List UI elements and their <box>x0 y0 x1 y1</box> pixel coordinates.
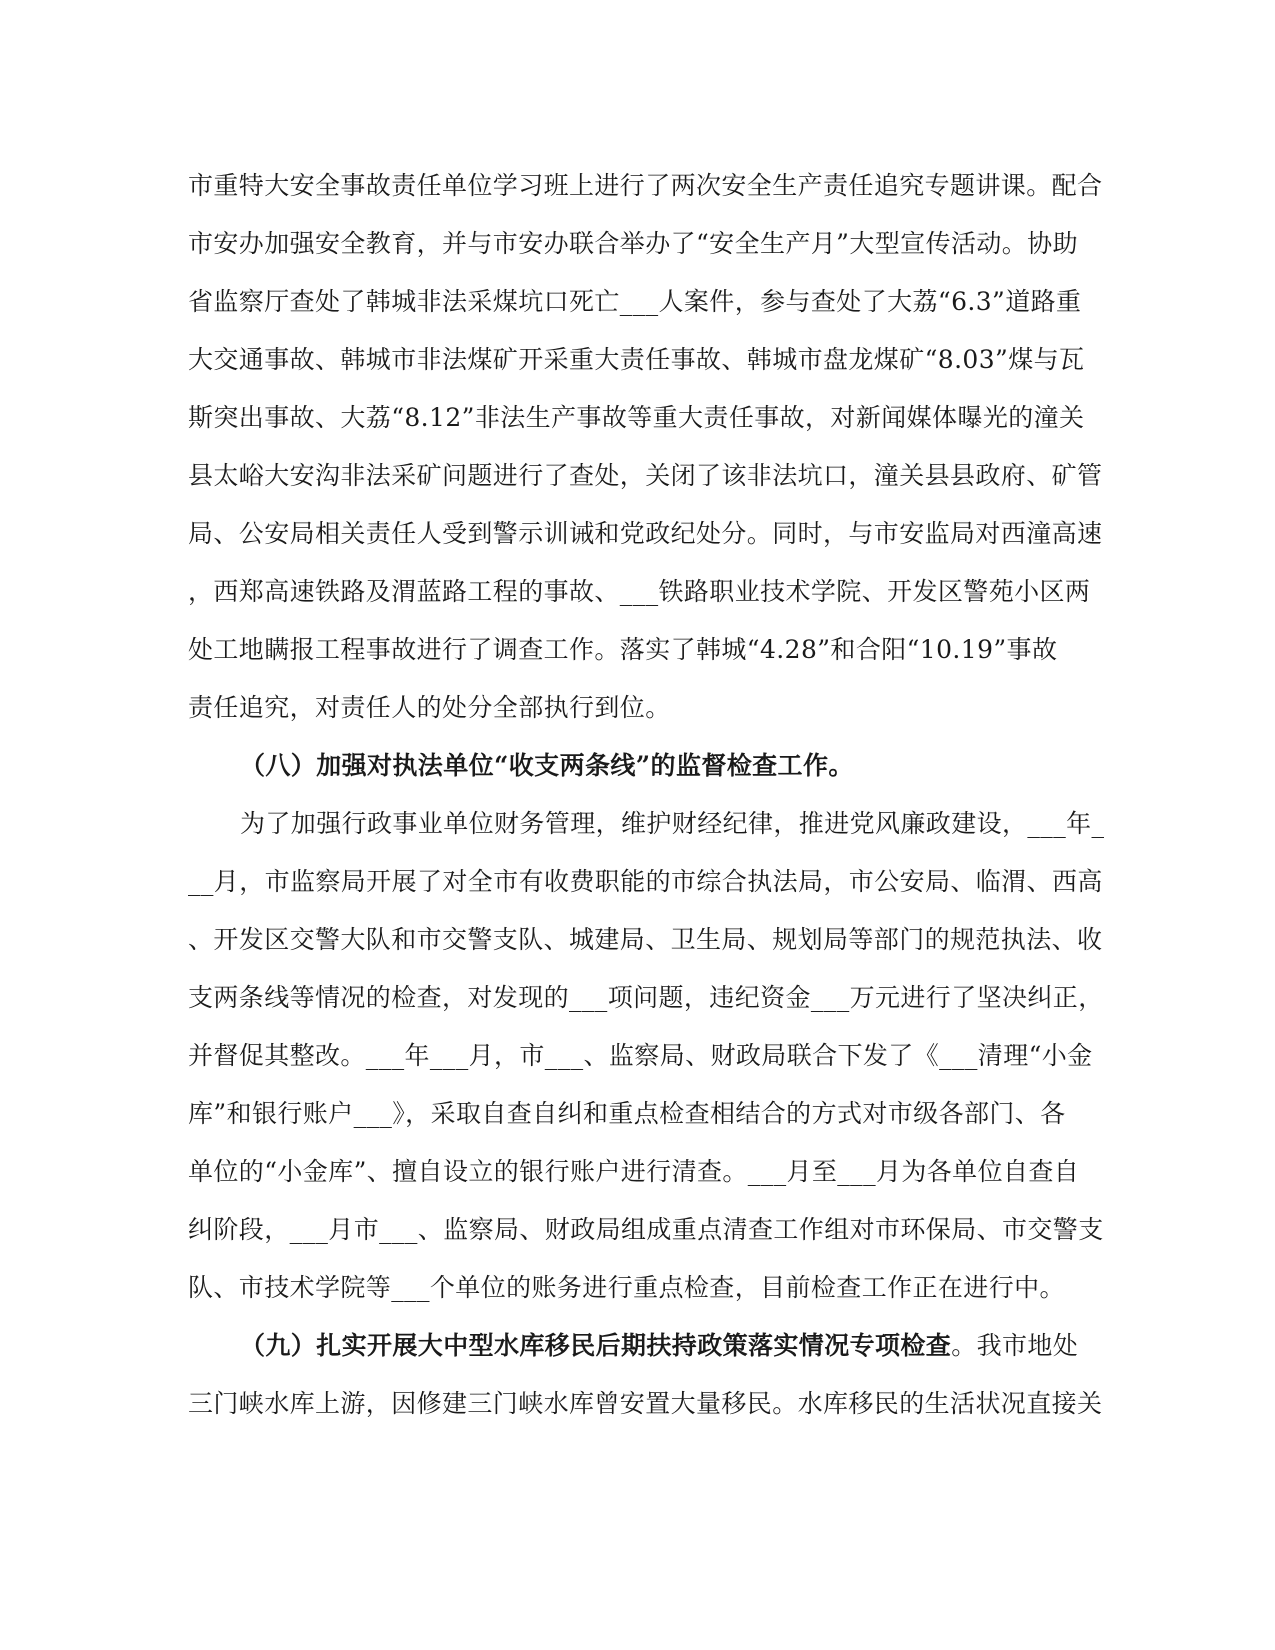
paragraph-line: 队、市技术学院等___个单位的账务进行重点检查，目前检查工作正在进行中。 <box>188 1273 1065 1302</box>
section-heading-9-text: 。我市地处 <box>951 1331 1079 1360</box>
paragraph-line: 支两条线等情况的检查，对发现的___项问题，违纪资金___万元进行了坚决纠正， <box>188 983 1104 1012</box>
section-heading-9 <box>240 1329 1140 1363</box>
paragraph-line: 市重特大安全事故责任单位学习班上进行了两次安全生产责任追究专题讲课。配合 <box>188 171 1103 200</box>
paragraph-line: 处工地瞒报工程事故进行了调查工作。落实了韩城“4.28”和合阳“10.19”事故 <box>188 635 1058 664</box>
paragraph-line: 大交通事故、韩城市非法煤矿开采重大责任事故、韩城市盘龙煤矿“8.03”煤与瓦 <box>188 345 1085 374</box>
paragraph-line: __月，市监察局开展了对全市有收费职能的市综合执法局，市公安局、临渭、西高 <box>188 867 1103 896</box>
paragraph-line: 三门峡水库上游，因修建三门峡水库曾安置大量移民。水库移民的生活状况直接关 <box>188 1389 1103 1418</box>
paragraph-line: 纠阶段，___月市___、监察局、财政局组成重点清查工作组对市环保局、市交警支 <box>188 1215 1104 1244</box>
section-heading-9-title: （九）扎实开展大中型水库移民后期扶持政策落实情况专项检查 <box>240 1331 952 1360</box>
paragraph-line: 并督促其整改。___年___月，市___、监察局、财政局联合下发了《___清理“小金 <box>188 1041 1093 1070</box>
paragraph-line: 局、公安局相关责任人受到警示训诫和党政纪处分。同时，与市安监局对西潼高速 <box>188 519 1103 548</box>
paragraph-line: 斯突出事故、大荔“8.12”非法生产事故等重大责任事故，对新闻媒体曝光的潼关 <box>188 403 1085 432</box>
paragraph-line: ，西郑高速铁路及渭蓝路工程的事故、___铁路职业技术学院、开发区警苑小区两 <box>188 577 1091 606</box>
paragraph-line: 为了加强行政事业单位财务管理，维护财经纪律，推进党风廉政建设，___年_ <box>240 809 1105 838</box>
paragraph-line: 、开发区交警大队和市交警支队、城建局、卫生局、规划局等部门的规范执法、收 <box>188 925 1103 954</box>
paragraph-line: 市安办加强安全教育，并与市安办联合举办了“安全生产月”大型宣传活动。协助 <box>188 229 1078 258</box>
paragraph-line: 库”和银行账户___》，采取自查自纠和重点检查相结合的方式对市级各部门、各 <box>188 1099 1066 1128</box>
paragraph-line: 单位的“小金库”、擅自设立的银行账户进行清查。___月至___月为各单位自查自 <box>188 1157 1080 1186</box>
paragraph-line: 县太峪大安沟非法采矿问题进行了查处，关闭了该非法坑口，潼关县县政府、矿管 <box>188 461 1103 490</box>
section-heading-8: （八）加强对执法单位“收支两条线”的监督检查工作。 <box>240 751 854 780</box>
paragraph-line: 责任追究，对责任人的处分全部执行到位。 <box>188 693 671 722</box>
paragraph-line: 省监察厅查处了韩城非法采煤坑口死亡___人案件，参与查处了大荔“6.3”道路重 <box>188 287 1082 316</box>
